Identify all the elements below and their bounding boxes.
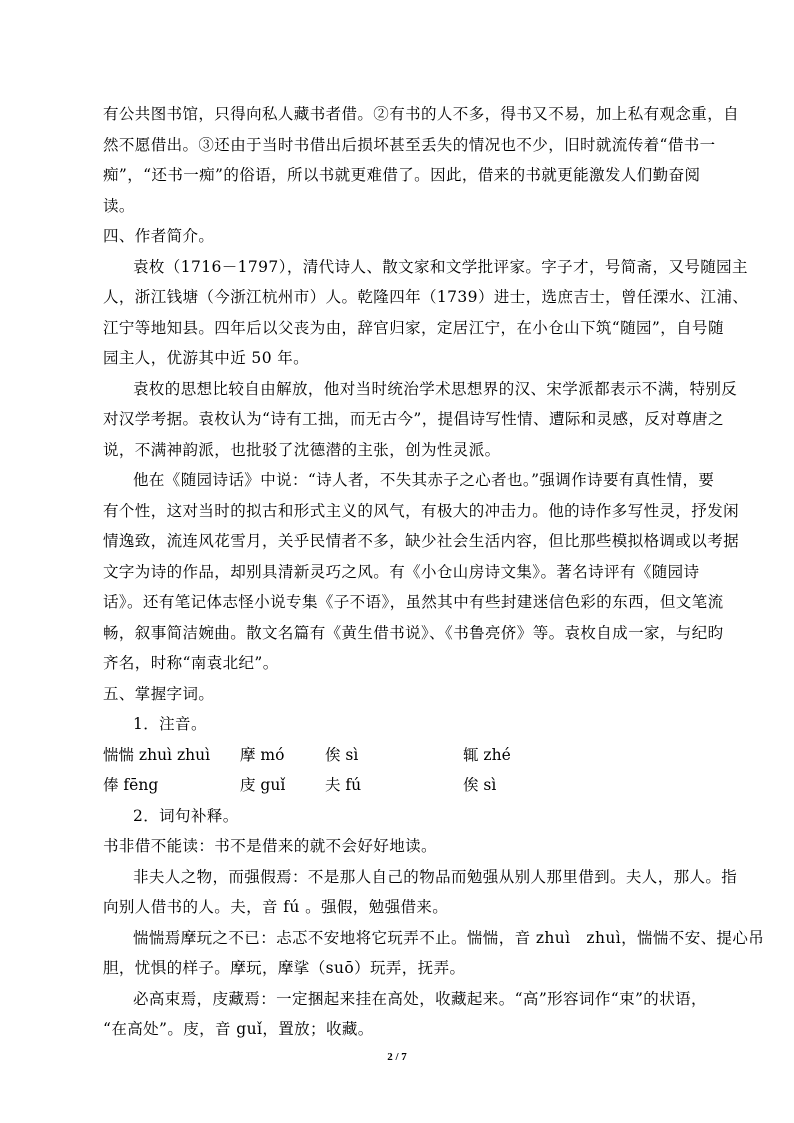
subheading: 2．词句补释。 — [133, 807, 239, 825]
pinyin-entry: 夫 fú — [325, 776, 362, 794]
body-line: 读。 — [103, 197, 135, 215]
body-line: 有公共图书馆，只得向私人藏书者借。②有书的人不多，得书又不易，加上私有观念重，自 — [103, 105, 740, 123]
body-line: 袁枚的思想比较自由解放，他对当时统治学术思想界的汉、宋学派都表示不满，特别反 — [133, 380, 738, 398]
section-heading: 四、作者简介。 — [103, 227, 215, 245]
pinyin-entry: 俟 sì — [325, 746, 359, 764]
body-line: 必高束焉，庋藏焉：一定捆起来挂在高处，收藏起来。“高”形容词作“束”的状语， — [133, 990, 707, 1008]
pinyin-entry: 庋 guǐ — [240, 776, 286, 794]
body-line: 非夫人之物，而强假焉：不是那人自己的物品而勉强从别人那里借到。夫人，那人。指 — [133, 868, 738, 886]
page-number: 2 / 7 — [387, 1051, 407, 1063]
pinyin-entry: 辄 zhé — [463, 746, 511, 764]
body-line: 园主人，优游其中近 50 年。 — [103, 349, 310, 367]
pinyin-entry: 摩 mó — [240, 746, 285, 764]
pinyin-entry: 俟 sì — [463, 776, 497, 794]
section-heading: 五、掌握字词。 — [103, 685, 215, 703]
body-line: 痴”，“还书一痴”的俗语，所以书就更难借了。因此，借来的书就更能激发人们勤奋阅 — [103, 166, 701, 184]
body-line: 有个性，这对当时的拟古和形式主义的风气，有极大的冲击力。他的诗作多写性灵，抒发闲 — [103, 502, 740, 520]
pinyin-entry: 惴惴 zhuì zhuì — [103, 746, 211, 764]
body-line: 话》。还有笔记体志怪小说专集《子不语》，虽然其中有些封建迷信色彩的东西，但文笔流 — [103, 593, 724, 611]
body-line: 齐名，时称“南袁北纪”。 — [103, 654, 279, 672]
body-line: 说，不满神韵派，也批驳了沈德潜的主张，创为性灵派。 — [103, 441, 501, 459]
body-line: 畅，叙事简洁婉曲。散文名篇有《黄生借书说》、《书鲁亮侪》等。袁枚自成一家，与纪昀 — [103, 624, 724, 642]
pinyin-entry: 俸 fēng — [103, 776, 159, 794]
body-line: 他在《随园诗话》中说：“诗人者，不失其赤子之心者也。”强调作诗要有真性情，要 — [133, 471, 715, 489]
body-line: “在高处”。庋，音 guǐ，置放；收藏。 — [103, 1020, 374, 1038]
body-line: 然不愿借出。③还由于当时书借出后损坏甚至丢失的情况也不少，旧时就流传着“借书一 — [103, 136, 716, 154]
body-line: 人，浙江钱塘（今浙江杭州市）人。乾隆四年（1739）进士，选庶吉士，曾任溧水、江浦、 — [103, 288, 749, 306]
body-line: 向别人借书的人。夫，音 fú 。强假，勉强借来。 — [103, 898, 449, 916]
body-line: 书非借不能读：书不是借来的就不会好好地读。 — [103, 837, 437, 855]
body-line: 情逸致，流连风花雪月，关乎民情者不多，缺少社会生活内容，但比那些模拟格调或以考据 — [103, 532, 740, 550]
body-line: 惴惴焉摩玩之不已：忐忑不安地将它玩弄不止。惴惴，音 zhuì zhuì，惴惴不安、提心吊 — [133, 929, 765, 947]
body-line: 江宁等地知县。四年后以父丧为由，辞官归家，定居江宁，在小仓山下筑“随园”，自号随 — [103, 319, 724, 337]
body-line: 对汉学考据。袁枚认为“诗有工拙，而无古今”，提倡诗写性情、遭际和灵感，反对尊唐之 — [103, 410, 724, 428]
body-line: 胆，忧惧的样子。摩玩，摩挲（suō）玩弄，抚弄。 — [103, 959, 466, 977]
body-line: 文字为诗的作品，却别具清新灵巧之风。有《小仓山房诗文集》。著名诗评有《随园诗 — [103, 563, 700, 581]
subheading: 1．注音。 — [133, 715, 207, 733]
body-line: 袁枚（1716－1797），清代诗人、散文家和文学批评家。字子才，号简斋，又号随园主 — [133, 258, 748, 276]
